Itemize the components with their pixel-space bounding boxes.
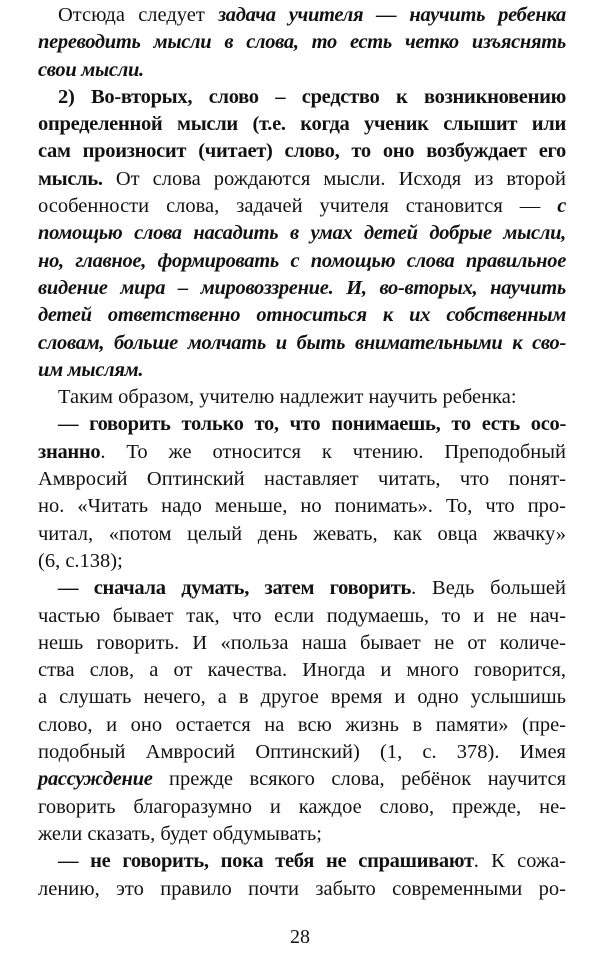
text-run: слово, и оно остается на всю жизнь в памяти» (пре- [38,713,566,736]
text-line [38,603,566,630]
text-line [38,684,566,711]
text-run: . Ведь большей [411,577,566,600]
text-line [38,466,566,493]
text-line [38,275,566,302]
emphasized-text-run: — сначала думать, затем говорить [58,577,412,600]
text-line [38,766,566,793]
emphasized-text-run: свои мысли. [38,58,144,81]
text-run: нешь говорить. И «польза наша бывает не от количе- [38,631,566,654]
emphasized-text-run: видение мира – мировоззрение. И, во-вторых, научить [38,276,566,299]
text-run: читал, «потом целый день жевать, как овца жвачку» [38,522,566,545]
text-line [38,821,566,848]
text-run: особенности слова, задачей учителя становится — [38,195,558,218]
text-line [38,138,566,165]
text-line [38,357,566,384]
emphasized-text-run: определенной мысли (т.е. когда ученик слышит или [38,113,566,136]
text-run: прежде всякого слова, ребёнок научится [152,768,566,791]
emphasized-text-run: помощью слова насадить в умах детей добрые мысли, [38,222,566,245]
text-run: Отсюда следует [58,4,219,26]
text-line [38,166,566,193]
text-line [38,193,566,220]
text-line [38,630,566,657]
emphasized-text-run: но, главное, формировать с помощью слова правильное [38,249,566,272]
book-page-text [38,2,566,903]
page-number: 28 [290,926,310,948]
emphasized-text-run: им мыслям. [38,358,144,381]
emphasized-text-run: мысль. [38,167,103,190]
text-line [38,411,566,438]
text-line [38,739,566,766]
text-run: (6, с.138); [38,549,123,572]
emphasized-text-run: с [557,195,566,218]
text-run: говорить благоразумно и каждое слово, прежде, не- [38,795,566,818]
emphasized-text-run: 2) Во-вторых, слово – средство к возникновению [58,85,566,108]
text-line [38,248,566,275]
text-line [38,84,566,111]
emphasized-text-run: сам произносит (читает) слово, то оно возбуждает его [38,140,566,163]
emphasized-text-run: знанно [38,440,101,463]
text-line [38,657,566,684]
text-run: лению, это правило почти забыто современными ро- [38,877,566,900]
text-run: От слова рождаются мысли. Исходя из второй [102,167,566,190]
emphasized-text-run: переводить мысли в слова, то есть четко изъяснять [38,31,566,54]
text-run: . То же относится к чтению. Преподобный [100,440,566,463]
emphasized-text-run: рассуждение [38,768,153,791]
text-line [38,521,566,548]
text-line [38,493,566,520]
text-run: но. «Читать надо меньше, но понимать». То, что про- [38,495,566,518]
text-run: подобный Амвросий Оптинский) (1, с. 378). Имея [38,741,566,764]
text-line [38,794,566,821]
emphasized-text-run: словам, больше молчать и быть внимательными к сво- [38,331,566,354]
text-line [38,57,566,84]
text-line [38,712,566,739]
text-line [38,575,566,602]
text-line [38,330,566,357]
text-run: а слушать нечего, а в другое время и одно услышишь [38,686,566,709]
text-line [38,220,566,247]
emphasized-text-run: — не говорить, пока тебя не спрашивают [58,850,474,873]
text-line [38,384,566,411]
emphasized-text-run: задача учителя — научить ребенка [218,4,566,26]
emphasized-text-run: — говорить только то, что понимаешь, то есть осо- [58,413,566,436]
text-run: Амвросий Оптинский наставляет читать, что понят- [38,468,566,491]
text-line [38,111,566,138]
emphasized-text-run: детей ответственно относиться к их собственным [38,304,566,327]
text-line [38,29,566,56]
text-line [38,2,566,29]
text-run: жели сказать, будет обдумывать; [38,822,322,845]
text-line [38,848,566,875]
text-run: ства слов, а от качества. Иногда и много говорится, [38,659,566,682]
text-line [38,439,566,466]
text-line [38,302,566,329]
text-run: . К сожа- [473,850,566,873]
text-run: Таким образом, учителю надлежит научить ребенка: [58,386,517,409]
text-run: частью бывает так, что если подумаешь, то и не нач- [38,604,566,627]
text-line [38,876,566,903]
text-line [38,548,566,575]
